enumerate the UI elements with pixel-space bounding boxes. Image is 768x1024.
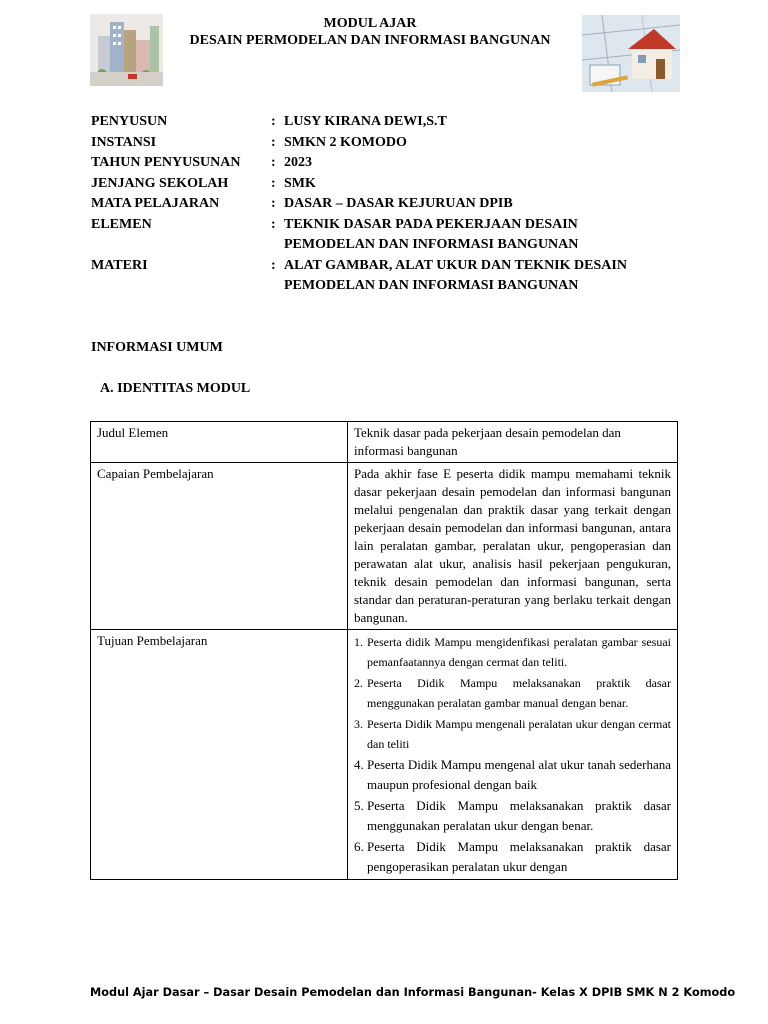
page-footer: Modul Ajar Dasar – Dasar Desain Pemodelan dan Informasi Bangunan- Kelas X DPIB SMK N 2 Komodo (90, 986, 736, 999)
meta-label: INSTANSI (91, 134, 157, 150)
meta-row-mapel (91, 194, 691, 215)
row-value-capaian: Pada akhir fase E peserta didik mampu memahami teknik dasar pekerjaan desain pemodelan dan informasi bangunan melalui pengenalan dan praktik dasar yang terkait dengan pekerjaan desain pemodelan dan informasi bangunan, antara lain peralatan gambar, peralatan ukur, pengoperasian dan perawatan alat ukur, analisis hasil pekerjaan pengukuran, teknik desain pemodelan dan informasi bangunan, serta standar dan peraturan-peraturan yang berlaku terkait dengan bangunan. (348, 463, 678, 630)
identity-table (90, 421, 678, 880)
goal-number: 4. (354, 757, 364, 772)
meta-value: ALAT GAMBAR, ALAT UKUR DAN TEKNIK DESAIN PEMODELAN DAN INFORMASI BANGUNAN (284, 257, 627, 293)
section-heading-informasi-umum: INFORMASI UMUM (91, 340, 223, 355)
module-metadata (91, 112, 691, 297)
row-value-tujuan (348, 630, 678, 880)
meta-colon: : (271, 196, 276, 211)
meta-row-instansi (91, 133, 691, 154)
meta-colon: : (271, 134, 276, 150)
meta-label: JENJANG SEKOLAH (91, 175, 229, 191)
meta-row-materi (91, 256, 691, 297)
table-row (91, 422, 678, 463)
meta-row-jenjang (91, 174, 691, 195)
meta-label: ELEMEN (91, 216, 152, 232)
document-title (170, 15, 570, 49)
title-line-2: DESAIN PERMODELAN DAN INFORMASI BANGUNAN (189, 33, 551, 48)
goal-item (354, 796, 671, 836)
meta-value: LUSY KIRANA DEWI,S.T (284, 114, 447, 129)
title-line-1: MODUL AJAR (323, 16, 417, 31)
meta-colon: : (271, 175, 276, 191)
goal-text: Peserta Didik Mampu mengenali peralatan ukur dengan cermat dan teliti (367, 717, 671, 751)
meta-colon: : (271, 114, 276, 129)
goal-text: Peserta Didik Mampu melaksanakan praktik dasar menggunakan peralatan ukur dengan benar. (367, 798, 671, 833)
meta-label: MATA PELAJARAN (91, 196, 220, 211)
goal-text: Peserta Didik Mampu melaksanakan praktik dasar menggunakan peralatan gambar manual dengan benar. (367, 676, 671, 710)
goal-item (354, 755, 671, 795)
meta-label: MATERI (91, 257, 148, 273)
goal-text: Peserta didik Mampu mengidenfikasi peralatan gambar sesuai pemanfaatannya dengan cermat dan teliti. (367, 635, 671, 669)
row-label-tujuan: Tujuan Pembelajaran (91, 630, 348, 880)
goal-item (354, 673, 671, 713)
meta-label: TAHUN PENYUSUNAN (91, 155, 241, 170)
goal-text: Peserta Didik Mampu melaksanakan praktik dasar pengoperasikan peralatan ukur dengan (367, 839, 671, 874)
meta-value: 2023 (284, 155, 312, 170)
row-label-capaian: Capaian Pembelajaran (91, 463, 348, 630)
goal-number: 2. (354, 676, 363, 690)
meta-row-elemen (91, 215, 691, 256)
meta-colon: : (271, 257, 276, 273)
goal-item (354, 714, 671, 754)
house-blueprint-photo (582, 15, 680, 92)
goal-number: 1. (354, 635, 363, 649)
meta-label: PENYUSUN (91, 114, 168, 129)
goal-item (354, 632, 671, 672)
meta-row-tahun (91, 153, 691, 174)
goal-number: 6. (354, 839, 364, 854)
section-heading-identitas-modul: A. IDENTITAS MODUL (100, 381, 251, 396)
goal-number: 3. (354, 717, 363, 731)
goal-item (354, 837, 671, 877)
city-building-illustration (90, 14, 163, 86)
row-label-judul-elemen: Judul Elemen (91, 422, 348, 463)
meta-colon: : (271, 216, 276, 232)
meta-value: SMK (284, 175, 316, 191)
meta-value: SMKN 2 KOMODO (284, 134, 407, 150)
meta-value: TEKNIK DASAR PADA PEKERJAAN DESAIN PEMODELAN DAN INFORMASI BANGUNAN (284, 216, 579, 252)
table-row (91, 463, 678, 630)
meta-row-penyusun (91, 112, 691, 133)
meta-value: DASAR – DASAR KEJURUAN DPIB (284, 196, 513, 211)
table-row (91, 630, 678, 880)
meta-colon: : (271, 155, 276, 170)
row-value-judul-elemen: Teknik dasar pada pekerjaan desain pemodelan dan informasi bangunan (348, 422, 678, 463)
goal-text: Peserta Didik Mampu mengenal alat ukur tanah sederhana maupun profesional dengan baik (367, 757, 671, 792)
goal-number: 5. (354, 798, 364, 813)
